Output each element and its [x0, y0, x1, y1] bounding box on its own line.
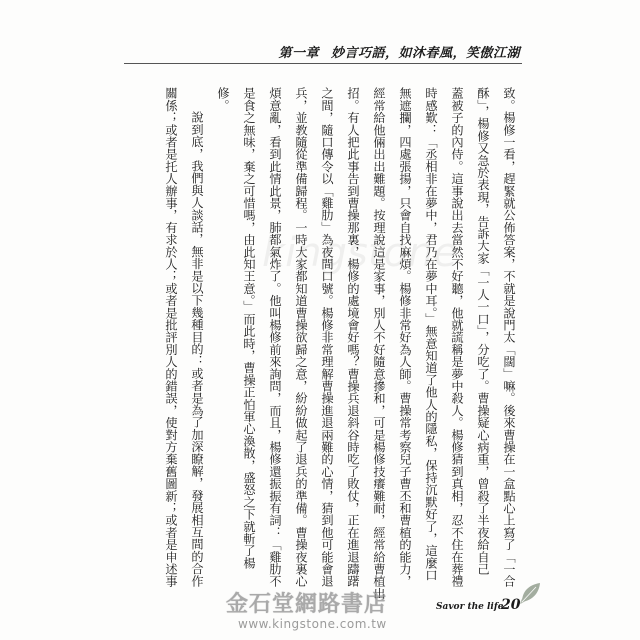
- text-column: 煩意亂，看到此情此景，肺都氣炸了。他叫楊修前來詢問，而且，楊修還振振有詞：「雞肋不: [268, 87, 282, 588]
- text-column: 之間，隨口傳令以「雞肋」為夜間口號。楊修非常理解曹操進退兩難的心情，猜到他可能會退: [320, 87, 334, 588]
- text-column: 時感歎：「丞相非在夢中，君乃在夢中耳。」無意知道了他人的隱私，保持沉默好了，這麼口: [424, 87, 438, 582]
- running-header: [278, 42, 520, 61]
- text-column: 招。有人把此事告到曹操那裏，楊修的處境會好嗎？曹操兵退斜谷時吃了敗仗，正在進退躊躇: [346, 87, 360, 588]
- text-column: 蓋被子的內侍。這事說出去當然不好聽，他就謊稱是夢中殺人。楊修猜到真相，忍不住在葬禮: [450, 87, 464, 588]
- header-divider: [124, 63, 522, 64]
- text-column: 致。楊修一看，趕緊就公佈答案，不就是說門太「闊」嘛。後來曹操在一盒點心上寫了「一合: [502, 87, 516, 588]
- watermark-store-name: 金石堂網路書店: [226, 591, 388, 617]
- leaf-icon: [518, 580, 544, 606]
- text-column: 經常給他倆出出難題。按理說這是家事，別人不好隨意摻和，可是楊修技癢難耐，經常給曹植出: [372, 87, 386, 600]
- chapter-title: 妙言巧語，如沐春風，笑傲江湖: [330, 46, 520, 61]
- text-column: 無遮攔，四處張揚，只會自找麻煩。楊修非常好為人師。曹操常考察兒子曹丕和曹植的能力，: [398, 87, 412, 588]
- watermark-url: www.kingstone.com.tw: [238, 617, 387, 631]
- text-column: 修。: [216, 87, 230, 112]
- text-column: 是食之無味，棄之可惜嗎，由此知王意。」而此時，曹操正怕軍心渙散，盛怒之下就斬了楊: [242, 87, 256, 569]
- page-number: 20: [501, 597, 521, 613]
- footer-tagline: Savor the life: [436, 602, 504, 612]
- body-text: [158, 87, 522, 603]
- text-column: 兵，並教隨從準備歸程。一時大家都知道曹操欲歸之意，紛紛做起了退兵的準備。曹操夜裏心: [294, 87, 308, 588]
- paragraph-start-column: 說到底，我們與人談話，無非是以下幾種目的：或者是為了加深瞭解，發展相互間的合作: [190, 111, 204, 588]
- watermark-center: kingstone: [262, 230, 458, 276]
- text-column: 關係；或者是托人辦事，有求於人；或者是批評別人的錯誤，使對方棄舊圖新；或者是申述事: [164, 87, 178, 588]
- chapter-label: 第一章: [278, 46, 319, 61]
- text-column: 酥」，楊修又急於表現，告訴大家「一人一口」，分吃了。曹操疑心病重，曾殺了半夜給自己: [476, 87, 490, 575]
